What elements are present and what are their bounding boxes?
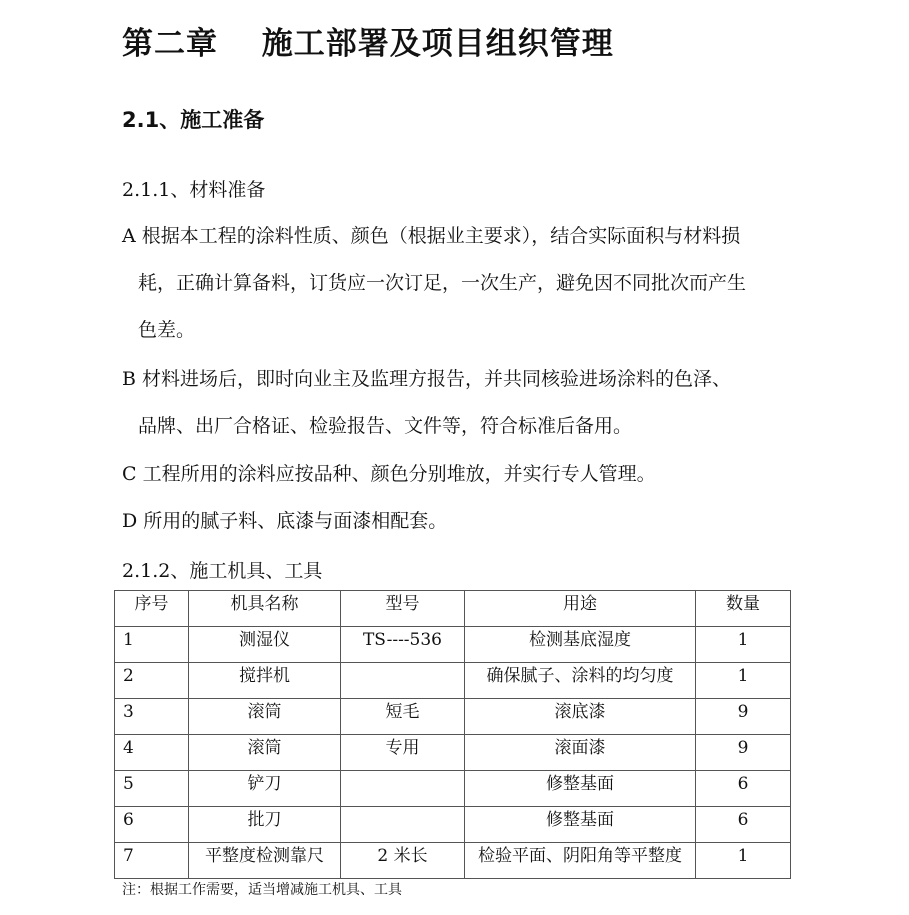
paragraph-line: A 根据本工程的涂料性质、颜色（根据业主要求），结合实际面积与材料损 — [122, 225, 741, 247]
table-header-cell: 序号 — [115, 591, 189, 627]
table-row — [115, 807, 791, 843]
paragraph-line: 品牌、出厂合格证、检验报告、文件等，符合标准后备用。 — [138, 415, 633, 437]
section-title: 2.1、施工准备 — [122, 108, 265, 132]
subsection-title-materials: 2.1.1、材料准备 — [122, 179, 266, 201]
table-cell: 检验平面、阴阳角等平整度 — [465, 843, 696, 879]
paragraph-a — [122, 222, 822, 363]
paragraph-line: D 所用的腻子料、底漆与面漆相配套。 — [122, 510, 448, 532]
table-cell: 1 — [696, 663, 791, 699]
table-cell: 滚底漆 — [465, 699, 696, 735]
table-cell: 铲刀 — [189, 771, 341, 807]
table-header-cell: 用途 — [465, 591, 696, 627]
table-cell: 检测基底湿度 — [465, 627, 696, 663]
table-row — [115, 699, 791, 735]
paragraph-b — [122, 365, 822, 459]
table-cell: 滚面漆 — [465, 735, 696, 771]
table-row — [115, 663, 791, 699]
table-cell: 2 米长 — [341, 843, 465, 879]
table-cell: TS----536 — [341, 627, 465, 663]
table-cell: 6 — [115, 807, 189, 843]
table-cell: 9 — [696, 735, 791, 771]
table-header-cell: 数量 — [696, 591, 791, 627]
table-cell: 滚筒 — [189, 699, 341, 735]
table-cell: 6 — [696, 771, 791, 807]
table-header-row — [115, 591, 791, 627]
table-cell: 测湿仪 — [189, 627, 341, 663]
table-cell: 9 — [696, 699, 791, 735]
table-header-cell: 型号 — [341, 591, 465, 627]
paragraph-c — [122, 460, 822, 507]
chapter-title: 第二章 施工部署及项目组织管理 — [122, 26, 614, 62]
table-cell: 3 — [115, 699, 189, 735]
table-header-cell: 机具名称 — [189, 591, 341, 627]
table-cell — [341, 807, 465, 843]
table-cell: 4 — [115, 735, 189, 771]
table-cell: 1 — [115, 627, 189, 663]
table-cell: 确保腻子、涂料的均匀度 — [465, 663, 696, 699]
table-cell: 6 — [696, 807, 791, 843]
table-row — [115, 771, 791, 807]
paragraph-line: 色差。 — [138, 319, 196, 341]
paragraph-line: 耗，正确计算备料，订货应一次订足，一次生产，避免因不同批次而产生 — [138, 272, 747, 294]
table-row — [115, 627, 791, 663]
table-cell: 修整基面 — [465, 771, 696, 807]
table-cell: 短毛 — [341, 699, 465, 735]
table-note: 注：根据工作需要，适当增减施工机具、工具 — [122, 882, 402, 898]
table-cell: 专用 — [341, 735, 465, 771]
table-cell: 搅拌机 — [189, 663, 341, 699]
paragraph-line: C 工程所用的涂料应按品种、颜色分别堆放，并实行专人管理。 — [122, 463, 656, 485]
table-cell — [341, 771, 465, 807]
table-cell: 批刀 — [189, 807, 341, 843]
table-cell: 修整基面 — [465, 807, 696, 843]
paragraph-line: B 材料进场后，即时向业主及监理方报告，并共同核验进场涂料的色泽、 — [122, 368, 732, 390]
table-cell: 7 — [115, 843, 189, 879]
table-cell: 平整度检测靠尺 — [189, 843, 341, 879]
table-cell: 滚筒 — [189, 735, 341, 771]
table-row — [115, 843, 791, 879]
table-row — [115, 735, 791, 771]
paragraph-d — [122, 507, 822, 554]
table-cell: 1 — [696, 843, 791, 879]
table-cell: 1 — [696, 627, 791, 663]
table-cell — [341, 663, 465, 699]
table-cell: 2 — [115, 663, 189, 699]
table-cell: 5 — [115, 771, 189, 807]
subsection-title-tools: 2.1.2、施工机具、工具 — [122, 560, 323, 582]
tools-table — [114, 590, 791, 879]
